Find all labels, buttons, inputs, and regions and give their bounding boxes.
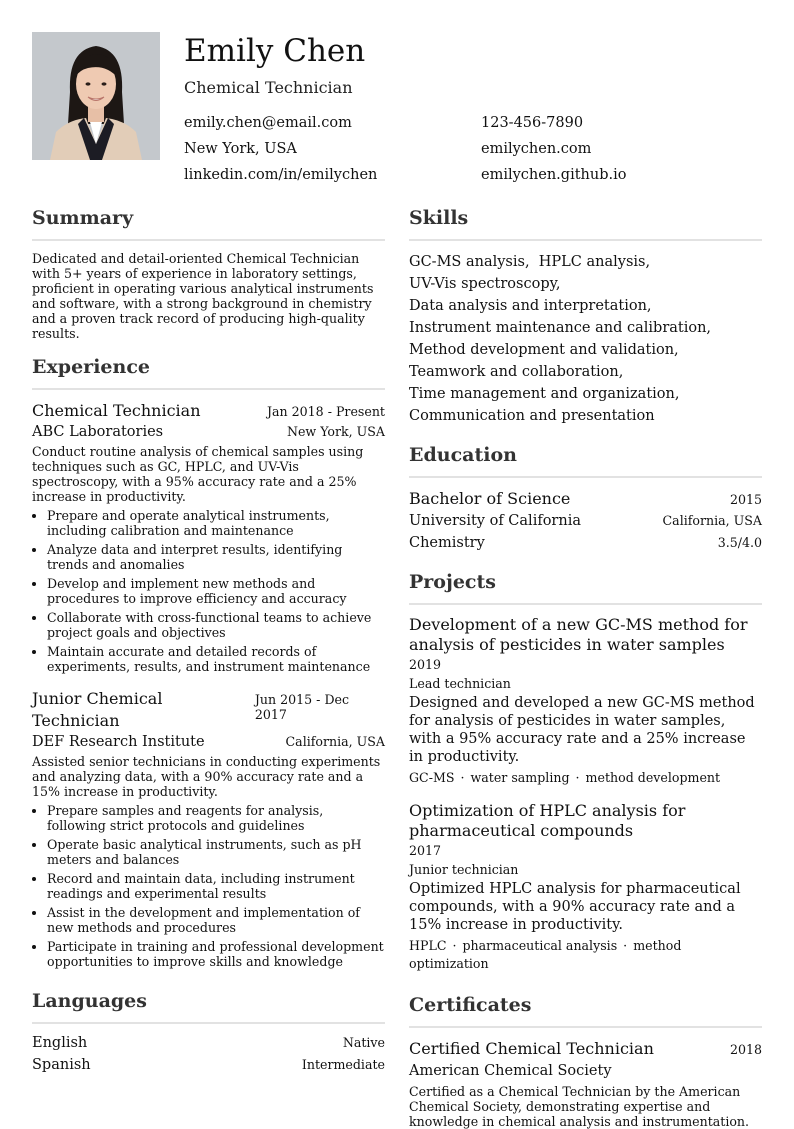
education-gpa: 3.5/4.0 bbox=[717, 535, 762, 550]
certificate-description: Certified as a Chemical Technician by the American Chemical Society, demonstrating expertise and knowledge in chemical analysis and instrumentation. bbox=[409, 1084, 750, 1129]
left-column bbox=[32, 206, 385, 1078]
contact-phone: 123-456-7890 bbox=[481, 115, 584, 131]
languages-heading: Languages bbox=[32, 989, 385, 1024]
project-description: Optimized HPLC analysis for pharmaceutical compounds, with a 90% accuracy rate and a 15% increase in productivity. bbox=[409, 881, 741, 933]
language-name: Spanish bbox=[32, 1057, 91, 1073]
experience-bullet: • Collaborate with cross-functional teams to achieve project goals and objectives bbox=[47, 610, 385, 640]
skill-line: Communication and presentation bbox=[409, 408, 655, 424]
summary-text: Dedicated and detail-oriented Chemical Technician with 5+ years of experience in laboratory settings, proficient in operating various analytical instruments and software, with a strong background in chemistry and a proven track record of producing high-quality results. bbox=[32, 251, 374, 341]
education-school: University of California bbox=[409, 513, 581, 529]
experience-location: California, USA bbox=[285, 734, 385, 749]
project-tag: pharmaceutical analysis bbox=[462, 938, 618, 953]
experience-description: Assisted senior technicians in conducting experiments and analyzing data, with a 90% accuracy rate and a 15% increase in productivity. bbox=[32, 754, 381, 799]
experience-bullet: • Operate basic analytical instruments, such as pH meters and balances bbox=[47, 837, 385, 867]
experience-description: Conduct routine analysis of chemical samples using techniques such as GC, HPLC, and UV-Vis spectroscopy, with a 95% accuracy rate and a 25% increase in productivity. bbox=[32, 444, 364, 504]
education-degree: Bachelor of Science bbox=[409, 489, 571, 508]
certificate-title: Certified Chemical Technician bbox=[409, 1039, 654, 1058]
experience-bullet: • Record and maintain data, including instrument readings and experimental results bbox=[47, 871, 385, 901]
right-column bbox=[409, 206, 762, 1129]
summary-heading: Summary bbox=[32, 206, 385, 241]
project-role: Lead technician bbox=[409, 676, 511, 691]
experience-bullet: • Participate in training and professional development opportunities to improve skills and knowledge bbox=[47, 939, 385, 969]
language-level: Intermediate bbox=[301, 1057, 385, 1072]
skill-line: GC-MS analysis, HPLC analysis, bbox=[409, 254, 651, 270]
certificates-heading: Certificates bbox=[409, 993, 762, 1028]
skill-line: Time management and organization, bbox=[409, 386, 680, 402]
skills-list bbox=[409, 251, 762, 427]
experience-company: ABC Laboratories bbox=[32, 424, 164, 440]
experience-entry bbox=[32, 688, 385, 969]
experience-bullet: • Maintain accurate and detailed records of experiments, results, and instrument maintenance bbox=[47, 644, 385, 674]
project-title: Development of a new GC-MS method for analysis of pesticides in water samples bbox=[409, 615, 748, 654]
project-tags bbox=[409, 769, 762, 787]
education-field: Chemistry bbox=[409, 535, 485, 551]
experience-date: Jun 2015 - Dec 2017 bbox=[254, 692, 350, 722]
experience-location: New York, USA bbox=[286, 424, 385, 439]
experience-bullet: • Analyze data and interpret results, identifying trends and anomalies bbox=[47, 542, 385, 572]
portrait-illustration bbox=[32, 32, 160, 160]
project-title: Optimization of HPLC analysis for pharmaceutical compounds bbox=[409, 801, 686, 840]
language-level: Native bbox=[342, 1035, 385, 1050]
experience-bullet: • Prepare and operate analytical instruments, including calibration and maintenance bbox=[47, 508, 385, 538]
project-tag: method optimization bbox=[409, 938, 682, 971]
project-entry bbox=[409, 615, 762, 787]
skills-heading: Skills bbox=[409, 206, 762, 241]
experience-position: Chemical Technician bbox=[32, 401, 201, 420]
experience-entry bbox=[32, 400, 385, 674]
dot-separator-icon: · bbox=[452, 938, 457, 953]
experience-bullets bbox=[32, 508, 385, 674]
candidate-name: Emily Chen bbox=[184, 33, 366, 69]
skill-line: UV-Vis spectroscopy, bbox=[409, 276, 561, 292]
education-location: California, USA bbox=[662, 513, 762, 528]
contact-location: New York, USA bbox=[184, 141, 297, 157]
skill-line: Method development and validation, bbox=[409, 342, 679, 358]
certificate-org: American Chemical Society bbox=[409, 1063, 612, 1079]
experience-date: Jan 2018 - Present bbox=[266, 404, 385, 419]
contact-linkedin[interactable]: linkedin.com/in/emilychen bbox=[184, 167, 378, 183]
project-tag: HPLC bbox=[409, 938, 447, 953]
dot-separator-icon: · bbox=[623, 938, 628, 953]
candidate-title: Chemical Technician bbox=[184, 78, 353, 97]
language-item bbox=[32, 1056, 385, 1074]
experience-heading: Experience bbox=[32, 355, 385, 390]
projects-heading: Projects bbox=[409, 570, 762, 605]
project-entry bbox=[409, 801, 762, 973]
contact-email[interactable]: emily.chen@email.com bbox=[184, 115, 352, 131]
project-tag: method development bbox=[585, 770, 721, 785]
certificate-entry bbox=[409, 1038, 762, 1129]
skill-line: Teamwork and collaboration, bbox=[409, 364, 624, 380]
project-year: 2017 bbox=[409, 843, 442, 858]
project-role: Junior technician bbox=[409, 862, 519, 877]
contact-website[interactable]: emilychen.com bbox=[481, 141, 592, 157]
project-tag: GC-MS bbox=[409, 770, 455, 785]
education-entry bbox=[409, 488, 762, 554]
project-tag: water sampling bbox=[470, 770, 570, 785]
skill-line: Instrument maintenance and calibration, bbox=[409, 320, 712, 336]
project-year: 2019 bbox=[409, 657, 442, 672]
education-year: 2015 bbox=[729, 492, 762, 507]
language-name: English bbox=[32, 1035, 88, 1051]
experience-bullet: • Prepare samples and reagents for analysis, following strict protocols and guidelines bbox=[47, 803, 385, 833]
experience-bullet: • Assist in the development and implementation of new methods and procedures bbox=[47, 905, 385, 935]
contact-github[interactable]: emilychen.github.io bbox=[481, 167, 627, 183]
experience-bullets bbox=[32, 803, 385, 969]
dot-separator-icon: · bbox=[575, 770, 580, 785]
dot-separator-icon: · bbox=[460, 770, 465, 785]
education-heading: Education bbox=[409, 443, 762, 478]
project-tags bbox=[409, 937, 762, 973]
project-description: Designed and developed a new GC-MS method for analysis of pesticides in water samples, with a 95% accuracy rate and a 25% increase in productivity. bbox=[409, 695, 755, 765]
skill-line: Data analysis and interpretation, bbox=[409, 298, 652, 314]
certificate-year: 2018 bbox=[729, 1042, 762, 1057]
experience-bullet: • Develop and implement new methods and procedures to improve efficiency and accuracy bbox=[47, 576, 385, 606]
profile-photo bbox=[32, 32, 160, 160]
experience-position: Junior Chemical Technician bbox=[32, 689, 163, 730]
experience-company: DEF Research Institute bbox=[32, 734, 205, 750]
language-item bbox=[32, 1034, 385, 1052]
